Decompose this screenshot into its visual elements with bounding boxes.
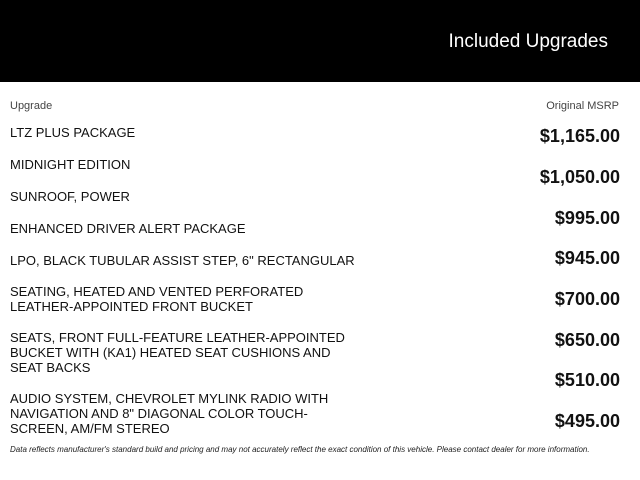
- upgrade-item: MIDNIGHT EDITION: [10, 157, 131, 172]
- upgrade-item: LPO, BLACK TUBULAR ASSIST STEP, 6" RECTANGULAR: [10, 253, 355, 268]
- msrp-value: $650.00: [554, 330, 620, 350]
- msrp-value: $510.00: [554, 370, 620, 390]
- msrp-value: $1,050.00: [539, 167, 620, 187]
- msrp-value: $995.00: [554, 208, 620, 228]
- upgrade-item: AUDIO SYSTEM, CHEVROLET MYLINK RADIO WITH NAVIGATION AND 8" DIAGONAL COLOR TOUCH-SCREEN, AM/FM STEREO: [10, 391, 329, 436]
- upgrade-column-header: Upgrade: [10, 100, 53, 112]
- msrp-value: $495.00: [554, 411, 620, 431]
- msrp-column-header: Original MSRP: [546, 100, 619, 112]
- page-title: Included Upgrades: [448, 31, 608, 52]
- upgrade-item: LTZ PLUS PACKAGE: [10, 125, 136, 140]
- msrp-value: $700.00: [554, 289, 620, 309]
- msrp-value: $945.00: [554, 248, 620, 268]
- msrp-value: $1,165.00: [539, 126, 620, 146]
- upgrade-item: SEATING, HEATED AND VENTED PERFORATED LEATHER-APPOINTED FRONT BUCKET: [10, 284, 304, 314]
- disclaimer-text: Data reflects manufacturer's standard build and pricing and may not accurately reflect the exact condition of this vehicle. Please contact dealer for more information.: [10, 445, 590, 454]
- upgrade-item: SUNROOF, POWER: [10, 189, 130, 204]
- header-bar: [0, 0, 640, 82]
- upgrade-item: ENHANCED DRIVER ALERT PACKAGE: [10, 221, 246, 236]
- upgrade-item: SEATS, FRONT FULL-FEATURE LEATHER-APPOINTED BUCKET WITH (KA1) HEATED SEAT CUSHIONS AND SEAT BACKS: [10, 330, 345, 375]
